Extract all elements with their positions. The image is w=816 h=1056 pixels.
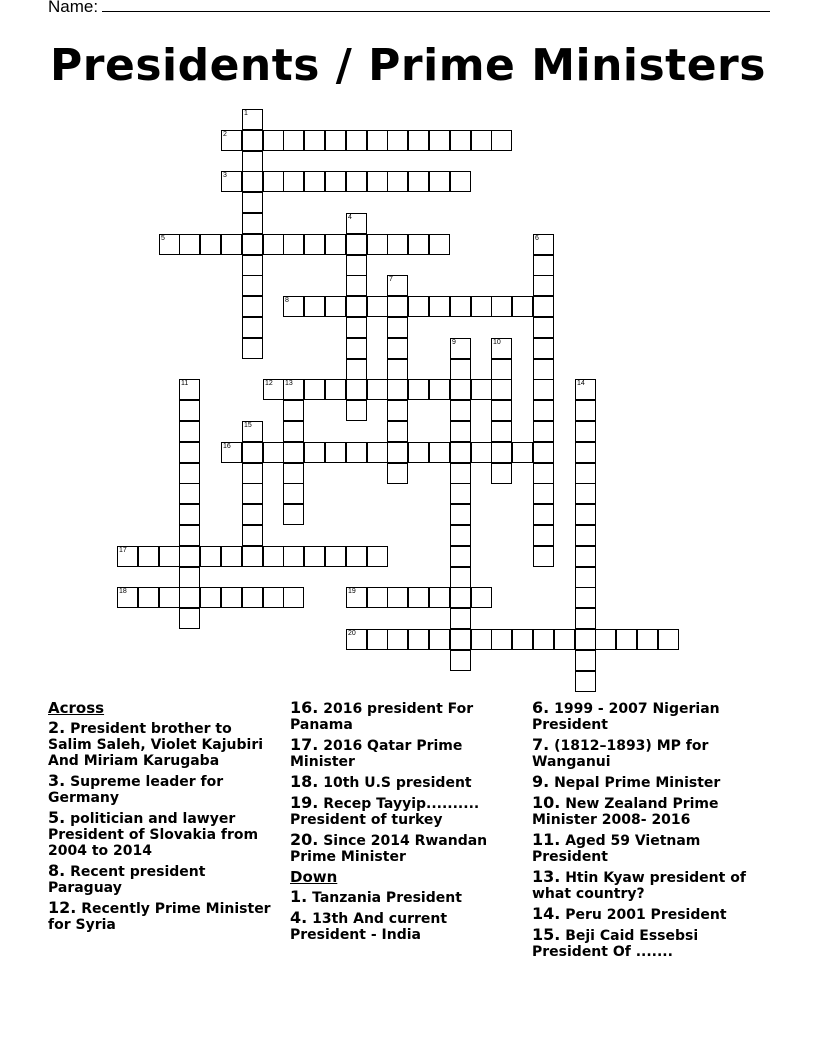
grid-cell[interactable] — [283, 234, 304, 255]
clue-number: 4 — [348, 214, 352, 221]
grid-cell[interactable] — [408, 629, 429, 650]
grid-cell[interactable] — [304, 379, 325, 400]
clue-number: 9 — [452, 339, 456, 346]
grid-cell[interactable] — [242, 130, 263, 151]
grid-cell[interactable] — [179, 546, 200, 567]
grid-cell[interactable] — [575, 421, 596, 442]
grid-cell[interactable] — [387, 275, 408, 296]
grid-cell[interactable] — [533, 275, 554, 296]
grid-cell[interactable] — [221, 130, 242, 151]
grid-cell[interactable] — [346, 296, 367, 317]
grid-cell[interactable] — [325, 442, 346, 463]
grid-cell[interactable] — [242, 463, 263, 484]
grid-cell[interactable] — [387, 400, 408, 421]
grid-cell[interactable] — [346, 171, 367, 192]
grid-cell[interactable] — [179, 442, 200, 463]
grid-cell[interactable] — [367, 546, 388, 567]
grid-cell[interactable] — [408, 234, 429, 255]
grid-cell[interactable] — [263, 171, 284, 192]
grid-cell[interactable] — [450, 567, 471, 588]
grid-cell[interactable] — [387, 317, 408, 338]
grid-cell[interactable] — [242, 109, 263, 130]
grid-cell[interactable] — [450, 650, 471, 671]
grid-cell[interactable] — [387, 234, 408, 255]
grid-cell[interactable] — [179, 567, 200, 588]
grid-cell[interactable] — [283, 483, 304, 504]
grid-cell[interactable] — [200, 234, 221, 255]
grid-cell[interactable] — [387, 130, 408, 151]
grid-cell[interactable] — [533, 255, 554, 276]
grid-cell[interactable] — [408, 130, 429, 151]
grid-cell[interactable] — [471, 130, 492, 151]
grid-cell[interactable] — [450, 463, 471, 484]
grid-cell[interactable] — [242, 525, 263, 546]
grid-cell[interactable] — [346, 587, 367, 608]
clue-number: 1 — [244, 110, 248, 117]
clue-number: 19 — [348, 588, 356, 595]
grid-cell[interactable] — [471, 442, 492, 463]
grid-cell[interactable] — [283, 421, 304, 442]
grid-cell[interactable] — [263, 546, 284, 567]
across-heading: Across — [48, 699, 105, 717]
grid-cell[interactable] — [471, 629, 492, 650]
grid-cell[interactable] — [346, 275, 367, 296]
grid-cell[interactable] — [242, 192, 263, 213]
name-label: Name: — [48, 0, 99, 16]
grid-cell[interactable] — [512, 296, 533, 317]
grid-cell[interactable] — [575, 608, 596, 629]
grid-cell[interactable] — [450, 421, 471, 442]
clue-number: 15 — [244, 422, 252, 429]
grid-cell[interactable] — [367, 171, 388, 192]
grid-cell[interactable] — [387, 359, 408, 380]
grid-cell[interactable] — [179, 525, 200, 546]
grid-cell[interactable] — [346, 629, 367, 650]
grid-cell[interactable] — [387, 421, 408, 442]
grid-cell[interactable] — [575, 671, 596, 692]
grid-cell[interactable] — [429, 130, 450, 151]
grid-cell[interactable] — [387, 338, 408, 359]
grid-cell[interactable] — [533, 317, 554, 338]
grid-cell[interactable] — [325, 171, 346, 192]
grid-cell[interactable] — [491, 359, 512, 380]
grid-cell[interactable] — [450, 483, 471, 504]
clue-across-17: 17. 2016 Qatar Prime Minister — [290, 735, 463, 770]
grid-cell[interactable] — [367, 379, 388, 400]
grid-cell[interactable] — [179, 463, 200, 484]
clue-down-10: 10. New Zealand Prime Minister 2008- 2016 — [532, 793, 719, 828]
grid-cell[interactable] — [533, 504, 554, 525]
grid-cell[interactable] — [429, 587, 450, 608]
page-title: Presidents / Prime Ministers — [50, 40, 766, 91]
grid-cell[interactable] — [429, 171, 450, 192]
grid-cell[interactable] — [408, 296, 429, 317]
grid-cell[interactable] — [658, 629, 679, 650]
grid-cell[interactable] — [283, 546, 304, 567]
grid-cell[interactable] — [283, 296, 304, 317]
grid-cell[interactable] — [575, 400, 596, 421]
grid-cell[interactable] — [429, 629, 450, 650]
grid-cell[interactable] — [575, 442, 596, 463]
grid-cell[interactable] — [387, 296, 408, 317]
grid-cell[interactable] — [575, 587, 596, 608]
grid-cell[interactable] — [346, 213, 367, 234]
grid-cell[interactable] — [408, 171, 429, 192]
grid-cell[interactable] — [221, 442, 242, 463]
grid-cell[interactable] — [533, 463, 554, 484]
grid-cell[interactable] — [221, 587, 242, 608]
grid-cell[interactable] — [242, 255, 263, 276]
grid-cell[interactable] — [242, 338, 263, 359]
grid-cell[interactable] — [159, 234, 180, 255]
grid-cell[interactable] — [491, 442, 512, 463]
grid-cell[interactable] — [387, 587, 408, 608]
grid-cell[interactable] — [450, 608, 471, 629]
grid-cell[interactable] — [304, 442, 325, 463]
grid-cell[interactable] — [491, 338, 512, 359]
grid-cell[interactable] — [408, 587, 429, 608]
clue-column-1 — [48, 700, 280, 937]
grid-cell[interactable] — [450, 442, 471, 463]
grid-cell[interactable] — [491, 296, 512, 317]
clue-down-11: 11. Aged 59 Vietnam President — [532, 830, 701, 865]
grid-cell[interactable] — [554, 629, 575, 650]
clue-down-15: 15. Beji Caid Essebsi President Of ....... — [532, 925, 699, 960]
grid-cell[interactable] — [117, 587, 138, 608]
grid-cell[interactable] — [595, 629, 616, 650]
grid-cell[interactable] — [387, 442, 408, 463]
grid-cell[interactable] — [533, 442, 554, 463]
grid-cell[interactable] — [408, 379, 429, 400]
grid-cell[interactable] — [179, 234, 200, 255]
grid-cell[interactable] — [346, 317, 367, 338]
clue-number: 6 — [535, 235, 539, 242]
clue-down-9: 9. Nepal Prime Minister — [532, 772, 721, 791]
clue-number: 7 — [389, 276, 393, 283]
grid-cell[interactable] — [450, 130, 471, 151]
clue-down-4: 4. 13th And current President - India — [290, 908, 448, 943]
grid-cell[interactable] — [450, 359, 471, 380]
grid-cell[interactable] — [117, 546, 138, 567]
grid-cell[interactable] — [263, 130, 284, 151]
grid-cell[interactable] — [387, 629, 408, 650]
grid-cell[interactable] — [242, 213, 263, 234]
grid-cell[interactable] — [242, 296, 263, 317]
grid-cell[interactable] — [179, 587, 200, 608]
grid-cell[interactable] — [533, 525, 554, 546]
clue-number: 13 — [285, 380, 293, 387]
grid-cell[interactable] — [242, 275, 263, 296]
grid-cell[interactable] — [179, 483, 200, 504]
clue-across-18: 18. 10th U.S president — [290, 772, 472, 791]
grid-cell[interactable] — [179, 608, 200, 629]
grid-cell[interactable] — [575, 567, 596, 588]
grid-cell[interactable] — [575, 629, 596, 650]
grid-cell[interactable] — [491, 629, 512, 650]
clue-across-3: 3. Supreme leader for Germany — [48, 771, 224, 806]
clue-down-13: 13. Htin Kyaw president of what country? — [532, 867, 746, 902]
grid-cell[interactable] — [575, 504, 596, 525]
grid-cell[interactable] — [491, 421, 512, 442]
grid-cell[interactable] — [242, 483, 263, 504]
clue-number: 12 — [265, 380, 273, 387]
grid-cell[interactable] — [512, 442, 533, 463]
grid-cell[interactable] — [346, 234, 367, 255]
clue-down-1: 1. Tanzania President — [290, 887, 462, 906]
grid-cell[interactable] — [367, 234, 388, 255]
grid-cell[interactable] — [575, 525, 596, 546]
grid-cell[interactable] — [263, 587, 284, 608]
grid-cell[interactable] — [242, 234, 263, 255]
grid-cell[interactable] — [533, 296, 554, 317]
grid-cell[interactable] — [575, 546, 596, 567]
grid-cell[interactable] — [533, 234, 554, 255]
grid-cell[interactable] — [346, 130, 367, 151]
grid-cell[interactable] — [242, 171, 263, 192]
grid-cell[interactable] — [325, 546, 346, 567]
grid-cell[interactable] — [263, 234, 284, 255]
grid-cell[interactable] — [471, 587, 492, 608]
grid-cell[interactable] — [450, 525, 471, 546]
grid-cell[interactable] — [450, 171, 471, 192]
grid-cell[interactable] — [304, 130, 325, 151]
clue-across-8: 8. Recent president Paraguay — [48, 861, 206, 896]
grid-cell[interactable] — [159, 546, 180, 567]
grid-cell[interactable] — [283, 587, 304, 608]
grid-cell[interactable] — [367, 442, 388, 463]
clue-across-19: 19. Recep Tayyip.......... President of turkey — [290, 793, 480, 828]
grid-cell[interactable] — [304, 171, 325, 192]
grid-cell[interactable] — [616, 629, 637, 650]
grid-cell[interactable] — [283, 504, 304, 525]
clue-down-14: 14. Peru 2001 President — [532, 904, 727, 923]
grid-cell[interactable] — [533, 421, 554, 442]
grid-cell[interactable] — [575, 463, 596, 484]
grid-cell[interactable] — [242, 504, 263, 525]
grid-cell[interactable] — [533, 379, 554, 400]
grid-cell[interactable] — [138, 587, 159, 608]
grid-cell[interactable] — [325, 234, 346, 255]
grid-cell[interactable] — [637, 629, 658, 650]
grid-cell[interactable] — [429, 234, 450, 255]
grid-cell[interactable] — [491, 463, 512, 484]
clue-number: 14 — [577, 380, 585, 387]
clue-number: 8 — [285, 297, 289, 304]
grid-cell[interactable] — [450, 400, 471, 421]
grid-cell[interactable] — [179, 400, 200, 421]
grid-cell[interactable] — [325, 296, 346, 317]
grid-cell[interactable] — [533, 359, 554, 380]
grid-cell[interactable] — [346, 400, 367, 421]
grid-cell[interactable] — [159, 587, 180, 608]
clue-across-12: 12. Recently Prime Minister for Syria — [48, 898, 271, 933]
grid-cell[interactable] — [346, 255, 367, 276]
clue-number: 10 — [493, 339, 501, 346]
clue-number: 18 — [119, 588, 127, 595]
clue-column-3 — [532, 700, 768, 964]
grid-cell[interactable] — [221, 546, 242, 567]
grid-cell[interactable] — [179, 504, 200, 525]
grid-cell[interactable] — [367, 296, 388, 317]
grid-cell[interactable] — [242, 317, 263, 338]
grid-cell[interactable] — [242, 442, 263, 463]
grid-cell[interactable] — [512, 629, 533, 650]
grid-cell[interactable] — [346, 442, 367, 463]
grid-cell[interactable] — [450, 379, 471, 400]
grid-cell[interactable] — [408, 442, 429, 463]
grid-cell[interactable] — [242, 421, 263, 442]
clue-number: 20 — [348, 630, 356, 637]
grid-cell[interactable] — [346, 546, 367, 567]
grid-cell[interactable] — [346, 338, 367, 359]
grid-cell[interactable] — [429, 442, 450, 463]
clue-number: 17 — [119, 547, 127, 554]
clue-across-20: 20. Since 2014 Rwandan Prime Minister — [290, 830, 488, 865]
grid-cell[interactable] — [450, 629, 471, 650]
clue-number: 2 — [223, 131, 227, 138]
grid-cell[interactable] — [387, 379, 408, 400]
grid-cell[interactable] — [283, 379, 304, 400]
grid-cell[interactable] — [491, 379, 512, 400]
grid-cell[interactable] — [283, 400, 304, 421]
grid-cell[interactable] — [179, 379, 200, 400]
grid-cell[interactable] — [179, 421, 200, 442]
grid-cell[interactable] — [283, 463, 304, 484]
grid-cell[interactable] — [283, 442, 304, 463]
grid-cell[interactable] — [346, 379, 367, 400]
grid-cell[interactable] — [367, 587, 388, 608]
clue-number: 5 — [161, 235, 165, 242]
grid-cell[interactable] — [450, 546, 471, 567]
grid-cell[interactable] — [138, 546, 159, 567]
grid-cell[interactable] — [367, 130, 388, 151]
grid-cell[interactable] — [387, 463, 408, 484]
grid-cell[interactable] — [242, 546, 263, 567]
grid-cell[interactable] — [221, 234, 242, 255]
clue-across-5: 5. politician and lawyer President of Slovakia from 2004 to 2014 — [48, 808, 259, 859]
clue-down-6: 6. 1999 - 2007 Nigerian President — [532, 698, 720, 733]
grid-cell[interactable] — [283, 171, 304, 192]
grid-cell[interactable] — [533, 400, 554, 421]
grid-cell[interactable] — [533, 483, 554, 504]
grid-cell[interactable] — [533, 629, 554, 650]
grid-cell[interactable] — [450, 296, 471, 317]
grid-cell[interactable] — [346, 359, 367, 380]
grid-cell[interactable] — [304, 296, 325, 317]
grid-cell[interactable] — [533, 546, 554, 567]
grid-cell[interactable] — [450, 587, 471, 608]
grid-cell[interactable] — [471, 296, 492, 317]
clue-number: 11 — [181, 380, 189, 387]
grid-cell[interactable] — [533, 338, 554, 359]
grid-cell[interactable] — [387, 171, 408, 192]
grid-cell[interactable] — [242, 151, 263, 172]
grid-cell[interactable] — [575, 483, 596, 504]
grid-cell[interactable] — [242, 587, 263, 608]
grid-cell[interactable] — [200, 546, 221, 567]
grid-cell[interactable] — [429, 296, 450, 317]
grid-cell[interactable] — [263, 379, 284, 400]
grid-cell[interactable] — [575, 379, 596, 400]
grid-cell[interactable] — [325, 379, 346, 400]
clue-across-16: 16. 2016 president For Panama — [290, 698, 474, 733]
grid-cell[interactable] — [283, 130, 304, 151]
grid-cell[interactable] — [471, 379, 492, 400]
grid-cell[interactable] — [491, 400, 512, 421]
down-heading: Down — [290, 868, 338, 886]
grid-cell[interactable] — [221, 171, 242, 192]
clue-number: 16 — [223, 443, 231, 450]
clue-across-2: 2. President brother to Salim Saleh, Violet Kajubiri And Miriam Karugaba — [48, 718, 264, 769]
clue-down-7: 7. (1812–1893) MP for Wanganui — [532, 735, 709, 770]
grid-cell[interactable] — [575, 650, 596, 671]
grid-cell[interactable] — [325, 130, 346, 151]
clue-column-2 — [290, 700, 522, 947]
grid-cell[interactable] — [304, 546, 325, 567]
grid-cell[interactable] — [450, 338, 471, 359]
grid-cell[interactable] — [200, 587, 221, 608]
grid-cell[interactable] — [367, 629, 388, 650]
grid-cell[interactable] — [450, 504, 471, 525]
grid-cell[interactable] — [263, 442, 284, 463]
grid-cell[interactable] — [429, 379, 450, 400]
grid-cell[interactable] — [304, 234, 325, 255]
clue-number: 3 — [223, 172, 227, 179]
grid-cell[interactable] — [491, 130, 512, 151]
